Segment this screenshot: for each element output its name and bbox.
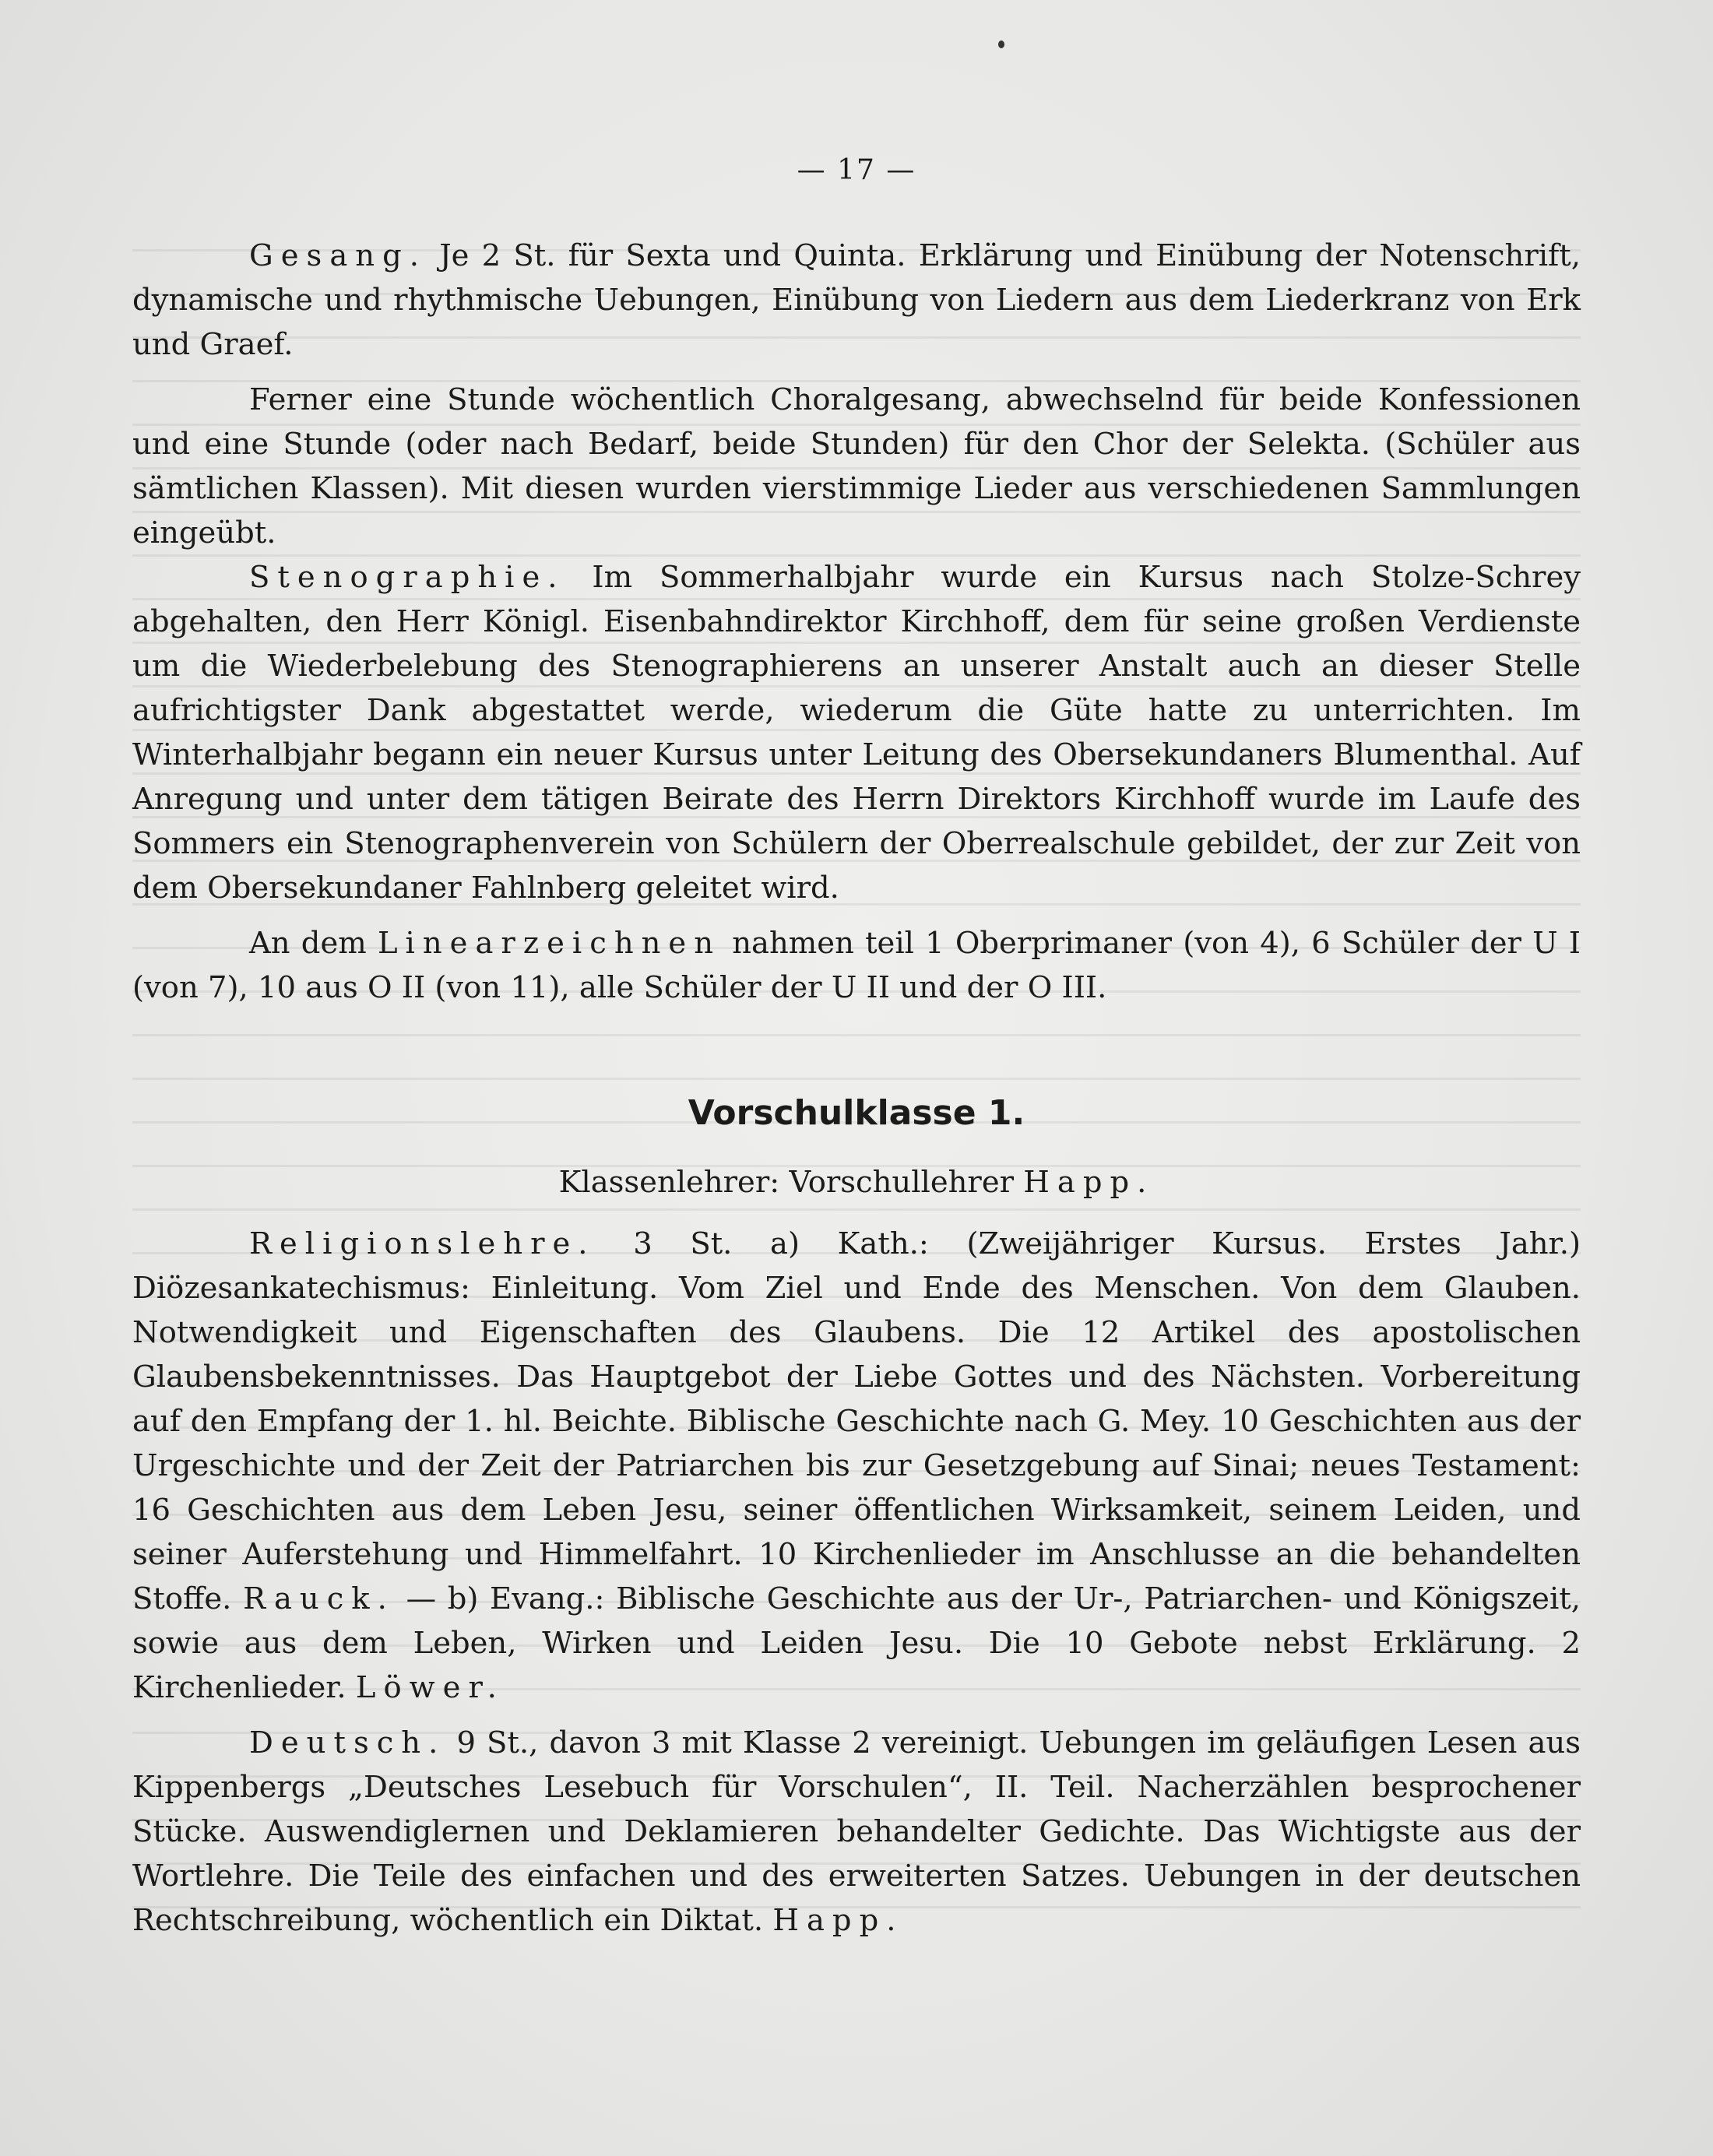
deutsch-text: 9 St., davon 3 mit Klasse 2 vereinigt. Uebungen im geläufigen Lesen aus Kippenbergs „Deutsches Lesebuch für Vorschulen“, II. Teil. Nacherzählen besprochener Stücke. Auswendiglernen und Deklamieren behandelter Gedichte. Das Wichtigste aus der Wortlehre. Die Teile des einfachen und des erweiterten Satzes. Uebungen in der deutschen Rechtschreibung, wöchentlich ein Diktat. bbox=[132, 1725, 1581, 1938]
class-teacher-label: Klassenlehrer: Vorschullehrer bbox=[558, 1165, 1015, 1200]
linearzeichnen-prefix: An dem bbox=[249, 926, 367, 961]
deutsch-title: Deutsch. bbox=[249, 1725, 446, 1760]
stenographie-text: Im Sommerhalbjahr wurde ein Kursus nach Stolze-Schrey abgehalten, den Herr Königl. Eisenbahndirektor Kirchhoff, dem für seine großen Verdienste um die Wiederbelebung des Stenographierens an unserer Anstalt auch an dieser Stelle aufrichtigster Dank abgestattet werde, wiederum die Güte hatte zu unterrichten. Im Winterhalbjahr begann ein neuer Kursus unter Leitung des Obersekundaners Blumenthal. Auf Anregung und unter dem tätigen Beirate des Herrn Direktors Kirchhoff wurde im Laufe des Sommers ein Stenographenverein von Schülern der Oberrealschule gebildet, der zur Zeit von dem Obersekundaner Fahlnberg geleitet wird. bbox=[132, 560, 1581, 906]
paragraph-choral bbox=[132, 378, 1581, 555]
paragraph-religion bbox=[132, 1222, 1581, 1710]
paragraph-linearzeichnen bbox=[132, 921, 1581, 1010]
paragraph-deutsch bbox=[132, 1721, 1581, 1943]
religion-text: 3 St. a) Kath.: (Zweijähriger Kursus. Erstes Jahr.) Diözesankatechismus: Einleitung. Vom Ziel und Ende des Menschen. Von dem Glauben. Notwendigkeit und Eigenschaften des Glaubens. Die 12 Artikel des apostolischen Glaubensbekenntnisses. Das Hauptgebot der Liebe Gottes und des Nächsten. Vorbereitung auf den Empfang der 1. hl. Beichte. Biblische Geschichte nach G. Mey. 10 Geschichten aus der Urgeschichte und der Zeit der Patriarchen bis zur Gesetzgebung auf Sinai; neues Testament: 16 Geschichten aus dem Leben Jesu, seiner öffentlichen Wirksamkeit, seinem Leiden, und seiner Auferstehung und Himmelfahrt. 10 Kirchenlieder im Anschlusse an die behandelten Stoffe. bbox=[132, 1226, 1581, 1616]
gesang-text: Je 2 St. für Sexta und Quinta. Erklärung und Einübung der Notenschrift, dynamische und rhythmische Uebungen, Einübung von Liedern aus dem Liederkranz von Erk und Graef. bbox=[132, 238, 1581, 362]
religion-teacher-evang: Löwer. bbox=[355, 1670, 505, 1705]
stenographie-title: Stenographie. bbox=[249, 560, 565, 595]
paragraph-stenographie bbox=[132, 555, 1581, 910]
religion-teacher-kath: Rauck. bbox=[243, 1581, 395, 1616]
linearzeichnen-text: nahmen teil 1 Oberprimaner (von 4), 6 Schüler der U I (von 7), 10 aus O II (von 11), alle Schüler der U II und der O III. bbox=[132, 926, 1581, 1005]
linearzeichnen-title: Linearzeichnen bbox=[377, 926, 722, 961]
section-heading-vorschulklasse: Vorschulklasse 1. bbox=[688, 1093, 1025, 1133]
document-body bbox=[132, 234, 1581, 1943]
ink-speck bbox=[998, 40, 1004, 48]
religion-evang-text: — b) Evang.: Biblische Geschichte aus der Ur-, Patriarchen- und Königszeit, sowie aus dem Leben, Wirken und Leiden Jesu. Die 10 Gebote nebst Erklärung. 2 Kirchenlieder. bbox=[132, 1581, 1581, 1705]
class-teacher-line bbox=[132, 1160, 1581, 1205]
paragraph-gesang bbox=[132, 234, 1581, 367]
deutsch-teacher: Happ. bbox=[772, 1903, 904, 1938]
religion-title: Religionslehre. bbox=[249, 1226, 596, 1261]
choral-text: Ferner eine Stunde wöchentlich Choralgesang, abwechselnd für beide Konfessionen und eine Stunde (oder nach Bedarf, beide Stunden) für den Chor der Selekta. (Schüler aus sämtlichen Klassen). Mit diesen wurden vierstimmige Lieder aus verschiedenen Sammlungen eingeübt. bbox=[132, 382, 1581, 550]
class-teacher-name: Happ. bbox=[1023, 1165, 1155, 1200]
page-number: — 17 — bbox=[797, 154, 916, 186]
gesang-title: Gesang. bbox=[249, 238, 427, 273]
